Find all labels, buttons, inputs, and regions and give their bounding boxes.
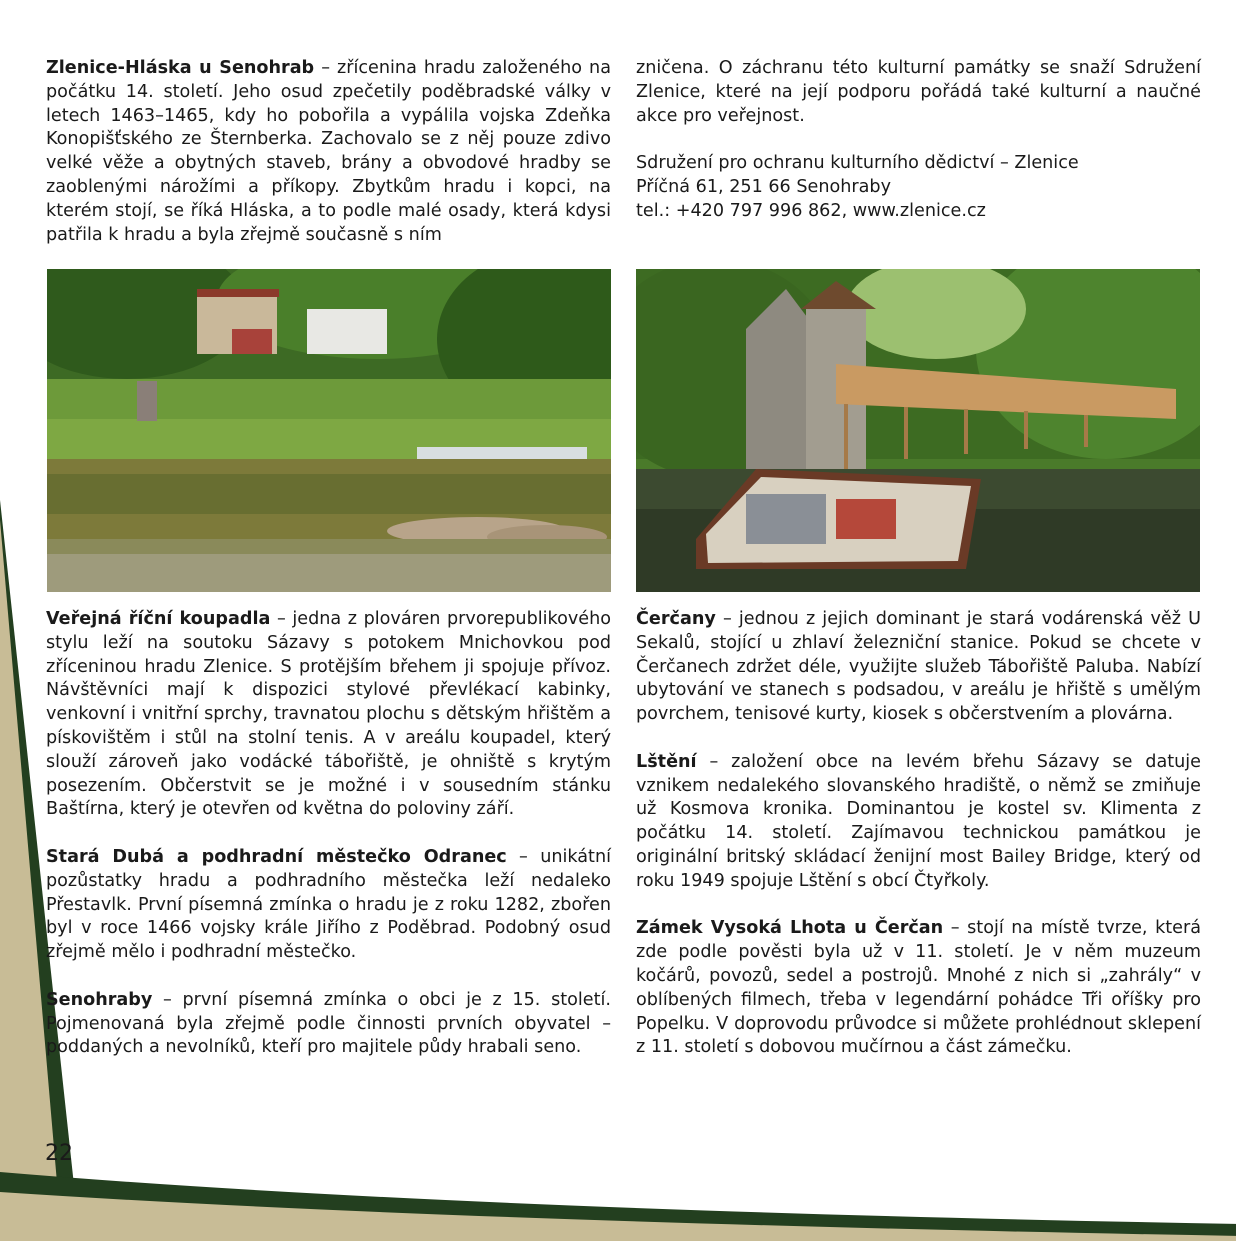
section-zlenice-continuation bbox=[636, 57, 1201, 224]
cercany-title: Čerčany bbox=[636, 609, 716, 629]
senohraby-text: – první písemná zmínka o obci je z 15. století. Pojmenovaná byla zřejmě podle činnosti prvních obyvatel – poddaných a nevolníků, kteří pro majitele půdy hrabali seno. bbox=[46, 989, 611, 1058]
section-vysoka-lhota bbox=[636, 917, 1201, 1060]
castle-ruin-photo bbox=[636, 269, 1200, 592]
page-number: 22 bbox=[45, 1141, 73, 1166]
koupadla-title: Veřejná říční koupadla bbox=[46, 609, 271, 629]
zlenice-paragraph bbox=[46, 57, 611, 247]
vysoka-lhota-title: Zámek Vysoká Lhota u Čerčan bbox=[636, 918, 944, 939]
stara-duba-text: – unikátní pozůstatky hradu a podhradního městečka leží nedaleko Přestavlk. První písemná zmínka o hradu je z roku 1282, zbořen byl v roce 1466 vojsky krále Jiřího z Poděbrad. Podobný osud zřejmě mělo i podhradní městečko. bbox=[46, 846, 611, 963]
org-contact: tel.: +420 797 996 862, www.zlenice.cz bbox=[636, 200, 986, 221]
right-column-sections bbox=[636, 608, 1201, 1060]
org-contact-block bbox=[636, 152, 1201, 223]
cercany-text: – jednou z jejich dominant je stará vodárenská věž U Sekalů, stojící u zhlaví železniční stanice. Pokud se chcete v Čerčanech zdržet déle, využijte služeb Tábořiště Paluba. Nabízí ubytování ve stanech s podsadou, v areálu je hřiště s umělým povrchem, tenisové kurty, kiosek s občerstvením a plovárna. bbox=[636, 609, 1201, 725]
zlenice-title: Zlenice-Hláska u Senohrab bbox=[46, 58, 315, 78]
section-lsteni bbox=[636, 751, 1201, 894]
stara-duba-title: Stará Dubá a podhradní městečko Odranec bbox=[46, 846, 507, 867]
zlenice-continuation: zničena. O záchranu této kulturní památky se snaží Sdružení Zlenice, které na její podporu pořádá také kulturní a naučné akce pro veřejnost. bbox=[636, 58, 1201, 126]
koupadla-text: – jedna z plováren prvorepublikového stylu leží na soutoku Sázavy s potokem Mnichovkou pod zříceninou hradu Zlenice. S protějším břehem ji spojuje přívoz. Návštěvníci mají k dispozici stylové převlékací kabinky, venkovní i vnitřní sprchy, travnatou plochu s dětským hřištěm a pískovištěm i stůl na stolní tenis. A v areálu koupadel, který slouží zároveň jako vodácké tábořiště, je ohniště s krytým posezením. Občerstvit se je možné i v sousedním stánku Baštírna, který je otevřen od května do poloviny září. bbox=[46, 609, 611, 820]
left-column-sections bbox=[46, 608, 611, 1060]
section-koupadla bbox=[46, 608, 611, 822]
section-stara-duba bbox=[46, 846, 611, 965]
zlenice-text: – zřícenina hradu založeného na počátku 14. století. Jeho osud zpečetily poděbradské války v letech 1463–1465, kdy ho pobořila a vypálila vojska Zdeňka Konopišťského ze Šternberka. Zachovalo se z něj pouze zdivo velké věže a obytných staveb, brány a obvodové hradby se zaoblenými nárožími a příkopy. Zbytkům hradu i kopci, na kterém stojí, se říká Hláska, a to podle malé osady, která kdysi patřila k hradu a byla zřejmě současně s ním bbox=[46, 58, 611, 245]
vysoka-lhota-text: – stojí na místě tvrze, která zde podle pověsti byla už v 11. století. Je v něm muzeum kočárů, povozů, sedel a postrojů. Mnohé z nich si „zahrály“ v oblíbených filmech, třeba v legendární pohádce Tři oříšky pro Popelku. V doprovodu průvodce si můžete prohlédnout sklepení z 11. století s dobovou mučírnou a část zámečku. bbox=[636, 918, 1201, 1058]
river-bathing-photo bbox=[47, 269, 611, 592]
section-senohraby bbox=[46, 989, 611, 1060]
lsteni-text: – založení obce na levém břehu Sázavy se datuje vznikem nedalekého slovanského hradiště, o němž se zmiňuje už Kosmova kronika. Dominantou je kostel sv. Klimenta z počátku 14. století. Zajímavou technickou památkou je originální britský skládací ženijní most Bailey Bridge, který od roku 1949 spojuje Lštění s obcí Čtyřkoly. bbox=[636, 751, 1201, 891]
org-address: Příčná 61, 251 66 Senohraby bbox=[636, 176, 891, 197]
section-cercany bbox=[636, 608, 1201, 727]
section-zlenice bbox=[46, 57, 611, 247]
org-name: Sdružení pro ochranu kulturního dědictví – Zlenice bbox=[636, 153, 1079, 174]
senohraby-title: Senohraby bbox=[46, 989, 153, 1010]
lsteni-title: Lštění bbox=[636, 751, 697, 772]
